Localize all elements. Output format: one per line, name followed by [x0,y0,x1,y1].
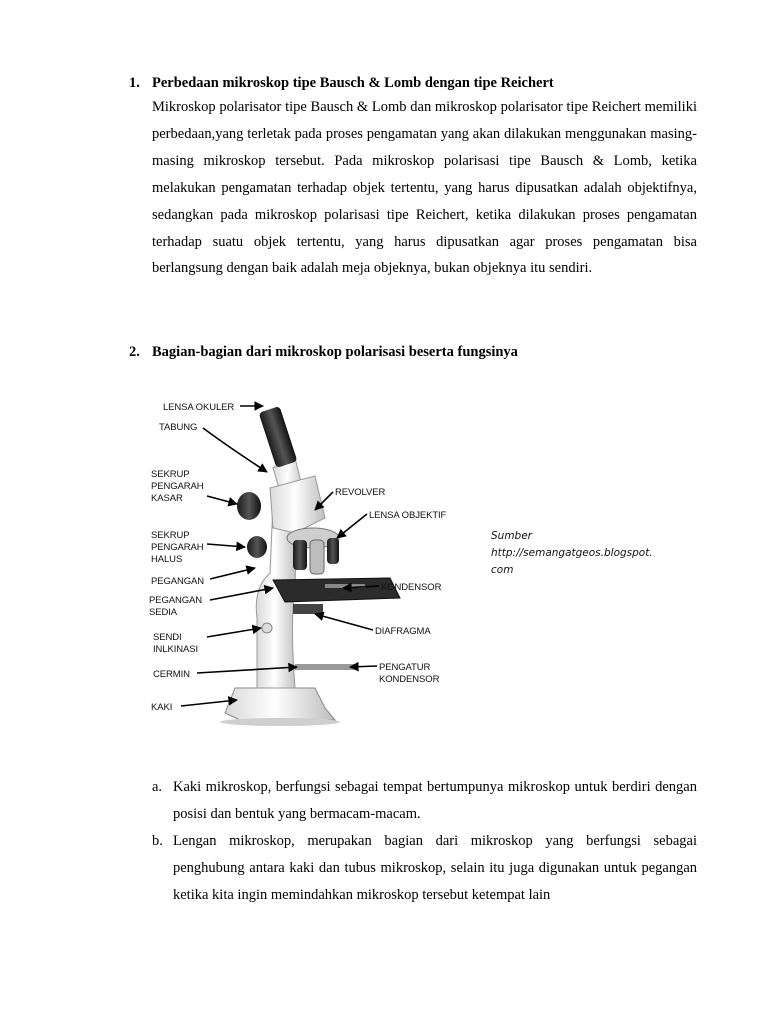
list-item-a-marker: a. [152,779,163,795]
label-lensa-objektif: LENSA OBJEKTIF [369,510,447,521]
base-shadow [220,718,340,726]
microscope-diagram [145,388,460,733]
label-lensa-okuler: LENSA OKULER [163,402,235,413]
label-cermin: CERMIN [153,669,190,680]
label-sekrup-kasar-1: SEKRUP [151,469,190,480]
list-item-a-text: Kaki mikroskop, berfungsi sebagai tempat bertumpunya mikroskop untuk berdiri dengan posisi dan bentuk yang bermacam-macam. [173,779,697,822]
section-1-paragraph: Mikroskop polarisator tipe Bausch & Lomb dan mikroskop polarisator tipe Reichert memiliki perbedaan,yang terletak pada proses pengamatan yang akan dilakukan menggunakan masing-masing mikroskop tersebut. Pada mikroskop polarisasi tipe Bausch & Lomb, ketika melakukan pengamatan terhadap objek tertentu, yang harus dipusatkan adalah objektifnya, sedangkan pada mikroskop polarisasi tipe Reichert, ketika dilakukan proses pengamatan terhadap suatu objek tertentu, yang harus dipusatkan agar proses pengamatan bisa berlangsung dengan baik adalah meja objeknya, bukan objeknya itu sendiri. [152,99,697,277]
list-item-b-marker: b. [152,833,163,849]
eyepiece [259,406,298,468]
label-kondensor: KONDENSOR [381,582,442,593]
condenser [293,604,323,614]
source-line-1: Sumber [491,530,532,542]
label-sendi-2: INLKINASI [153,644,199,655]
label-sekrup-halus-1: SEKRUP [151,530,190,541]
source-line-2: http://semangatgeos.blogspot. [491,547,653,559]
section-1-number: 1. [129,75,140,91]
inclination-joint [262,623,272,633]
label-sekrup-halus-2: PENGARAH [151,542,204,553]
label-pengatur-1: PENGATUR [379,662,431,673]
label-kaki: KAKI [151,702,173,713]
objective-1 [293,540,307,570]
list-item-b [152,828,697,909]
section-2-title: Bagian-bagian dari mikroskop polarisasi beserta fungsinya [152,344,518,360]
list-item-b-text: Lengan mikroskop, merupakan bagian dari mikroskop yang berfungsi sebagai penghubung antara kaki dan tubus mikroskop, selain itu juga digunakan untuk pegangan ketika kita ingin memindahkan mikroskop tersebut ketempat lain [173,833,697,903]
figure-source [491,528,671,579]
label-pengatur-2: KONDENSOR [379,674,440,685]
mirror-holder [295,664,355,670]
source-line-3: com [491,564,514,576]
label-revolver: REVOLVER [335,487,386,498]
label-diafragma: DIAFRAGMA [375,626,431,637]
label-tabung: TABUNG [159,422,198,433]
section-2-number: 2. [129,344,140,360]
label-sekrup-kasar-3: KASAR [151,493,183,504]
label-pegangan-sedia-2: SEDIA [149,607,178,618]
objective-2 [310,540,324,574]
objective-3 [327,538,339,564]
label-pegangan: PEGANGAN [151,576,205,587]
section-1-heading [129,73,709,93]
label-sekrup-kasar-2: PENGARAH [151,481,204,492]
coarse-knob [237,492,261,520]
label-sekrup-halus-3: HALUS [151,554,183,565]
label-sendi-1: SENDI [153,632,182,643]
section-1-title: Perbedaan mikroskop tipe Bausch & Lomb dengan tipe Reichert [152,75,554,91]
microscope-figure [145,388,460,733]
list-item-a [152,774,697,828]
microscope-base [225,688,335,720]
fine-knob [247,536,267,558]
section-2-heading [129,342,709,362]
label-pegangan-sedia-1: PEGANGAN [149,595,203,606]
